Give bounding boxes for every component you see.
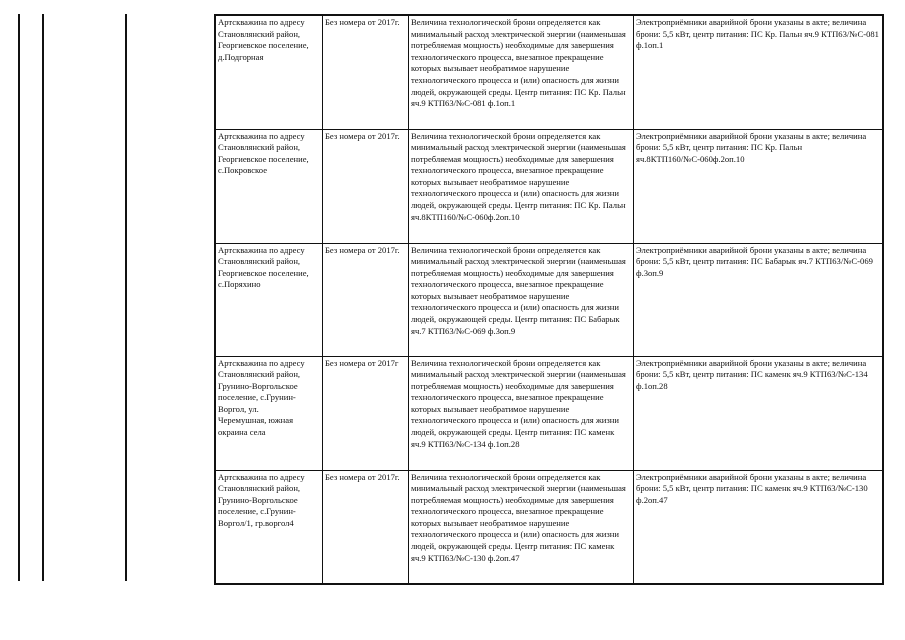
description-cell: Величина технологической брони определяется как минимальный расход электрической энергии (наименьшая потребляемая мощность) необходимые для завершения технологического процесса, внезапное прекращение которых вызывает необратимое нарушение технологического процесса и (или) опасность для жизни людей, окружающей среды. Центр питания: ПС Бабарык яч.7 КТП63/№С-069 ф.3оп.9 [409,243,634,356]
table-row [215,129,883,243]
object-cell: Артскважина по адресу Становлянский район, Грунино-Воргольское поселение, с.Грунин-Воргол, ул. Черемушная, южная окраина села [215,356,323,470]
act-cell: Без номера от 2017г. [323,129,409,243]
table-row [215,15,883,129]
emergency-cell: Электроприёмники аварийной брони указаны в акте; величина брони: 5,5 кВт, центр питания: ПС каменк яч.9 КТП63/№С-134 ф.1оп.28 [634,356,884,470]
table-row [215,470,883,584]
act-cell: Без номера от 2017г. [323,243,409,356]
act-cell: Без номера от 2017г [323,356,409,470]
object-cell: Артскважина по адресу Становлянский район, Грунино-Воргольское поселение, с.Грунин-Воргол/1, гр.воргол4 [215,470,323,584]
left-rule-3 [125,14,127,581]
left-rule-1 [18,14,20,581]
emergency-cell: Электроприёмники аварийной брони указаны в акте; величина брони: 5,5 кВт, центр питания: ПС Кр. Пальн яч.9 КТП63/№С-081 ф.1оп.1 [634,15,884,129]
emergency-cell: Электроприёмники аварийной брони указаны в акте; величина брони: 5,5 кВт, центр питания: ПС каменк яч.9 КТП63/№С-130 ф.2оп.47 [634,470,884,584]
description-cell: Величина технологической брони определяется как минимальный расход электрической энергии (наименьшая потребляемая мощность) необходимые для завершения технологического процесса, внезапное прекращение которых вызывает необратимое нарушение технологического процесса и (или) опасность для жизни людей, окружающей среды. Центр питания: ПС Кр. Пальн яч.8КТП160/№С-060ф.2оп.10 [409,129,634,243]
left-rule-2 [42,14,44,581]
reservation-table [214,14,884,585]
emergency-cell: Электроприёмники аварийной брони указаны в акте; величина брони: 5,5 кВт, центр питания: ПС Бабарык яч.7 КТП63/№С-069 ф.3оп.9 [634,243,884,356]
table-row [215,356,883,470]
emergency-cell: Электроприёмники аварийной брони указаны в акте; величина брони: 5,5 кВт, центр питания: ПС Кр. Пальн яч.8КТП160/№С-060ф.2оп.10 [634,129,884,243]
act-cell: Без номера от 2017г. [323,470,409,584]
description-cell: Величина технологической брони определяется как минимальный расход электрической энергии (наименьшая потребляемая мощность) необходимые для завершения технологического процесса, внезапное прекращение которых вызывает необратимое нарушение технологического процесса и (или) опасность для жизни людей, окружающей среды. Центр питания: ПС каменк яч.9 КТП63/№С-134 ф.1оп.28 [409,356,634,470]
object-cell: Артскважина по адресу Становлянский район, Георгиевское поселение, д.Подгорная [215,15,323,129]
object-cell: Артскважина по адресу Становлянский район, Георгиевское поселение, с.Покровское [215,129,323,243]
table-row [215,243,883,356]
description-cell: Величина технологической брони определяется как минимальный расход электрической энергии (наименьшая потребляемая мощность) необходимые для завершения технологического процесса, внезапное прекращение которых вызывает необратимое нарушение технологического процесса и (или) опасность для жизни людей, окружающей среды. Центр питания: ПС Кр. Пальн яч.9 КТП63/№С-081 ф.1оп.1 [409,15,634,129]
object-cell: Артскважина по адресу Становлянский район, Георгиевское поселение, с.Поряхино [215,243,323,356]
act-cell: Без номера от 2017г. [323,15,409,129]
description-cell: Величина технологической брони определяется как минимальный расход электрической энергии (наименьшая потребляемая мощность) необходимые для завершения технологического процесса, внезапное прекращение которых вызывает необратимое нарушение технологического процесса и (или) опасность для жизни людей, окружающей среды. Центр питания: ПС каменк яч.9 КТП63/№С-130 ф.2оп.47 [409,470,634,584]
